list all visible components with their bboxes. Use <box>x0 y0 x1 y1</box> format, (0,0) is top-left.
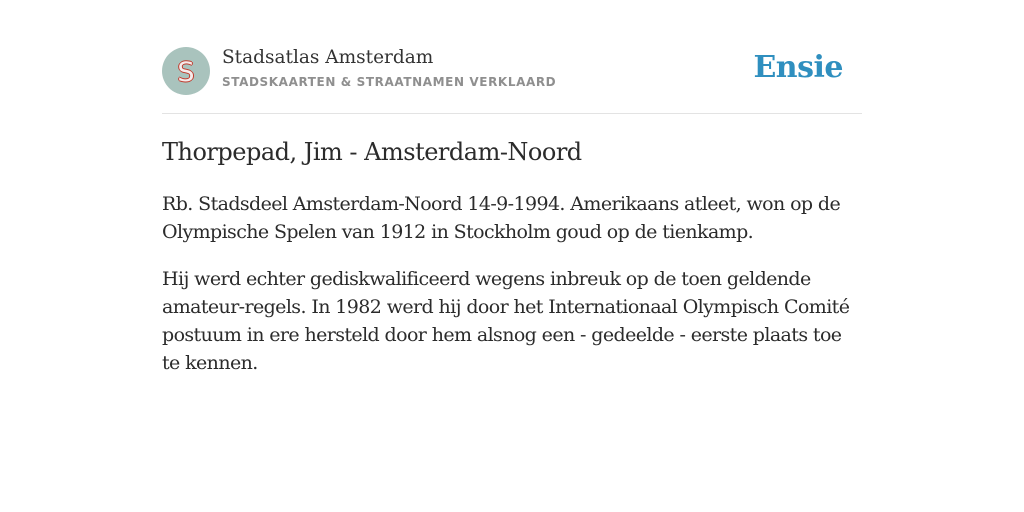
site-header <box>162 0 862 114</box>
avatar-letter: S <box>177 56 195 88</box>
page-container <box>162 0 862 374</box>
site-subtitle: STADSKAARTEN & STRAATNAMEN VERKLAARD <box>222 75 557 89</box>
site-title[interactable]: Stadsatlas Amsterdam <box>222 47 434 68</box>
site-avatar[interactable] <box>162 47 210 95</box>
page-title: Thorpepad, Jim - Amsterdam-Noord <box>162 138 582 166</box>
article-paragraph-2: Hij werd echter gediskwalificeerd wegens inbreuk op de toen geldende amateur-regels. In 1982 werd hij door het Internationaal Olympisch Comité postuum in ere hersteld door hem alsnog een - gedeelde - eerste plaats toe te kennen. <box>162 268 850 374</box>
brand-logo-link[interactable]: Ensie <box>753 50 843 85</box>
article-paragraph-1: Rb. Stadsdeel Amsterdam-Noord 14-9-1994. Amerikaans atleet, won op de Olympische Spelen van 1912 in Stockholm goud op de tienkamp. <box>162 193 841 243</box>
